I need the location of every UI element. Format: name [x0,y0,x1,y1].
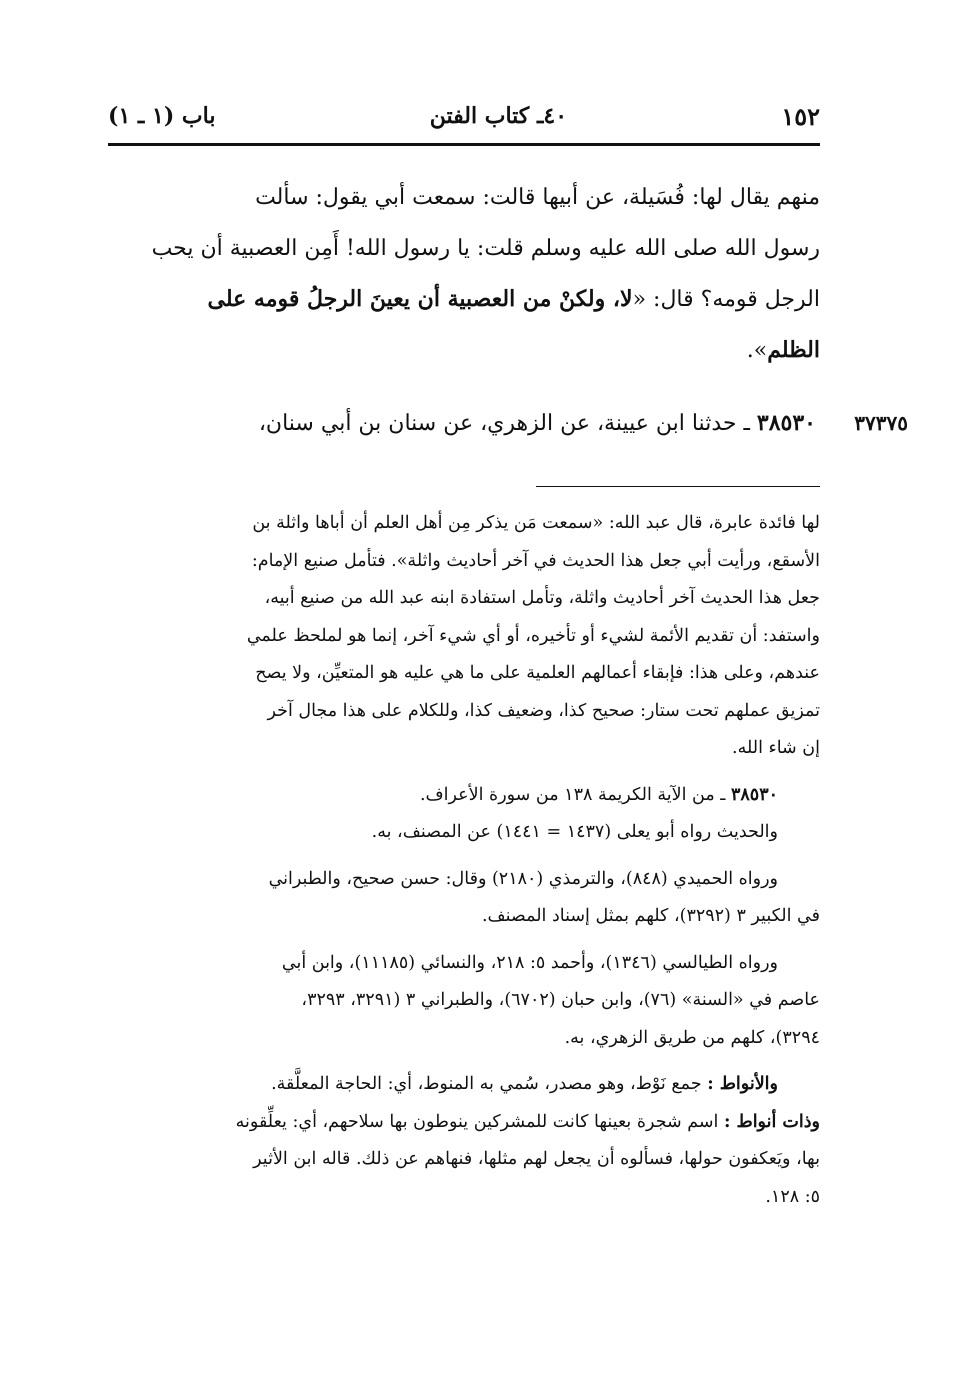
main-line-4 [108,325,820,376]
prophet-saying-end: الظلم [767,337,820,363]
note-line: عاصم في «السنة» (٧٦)، وابن حبان (٦٧٠٢)، والطبراني ٣ (٣٢٩١، ٣٢٩٣، [301,990,820,1010]
main-text [108,172,820,376]
def-anwat: جمع نَوْط، وهو مصدر، سُمي به المنوط، أي: الحاجة المعلَّقة. [271,1074,708,1094]
term-anwat: والأنواط : [707,1074,778,1094]
note-line: ورواه الحميدي (٨٤٨)، والترمذي (٢١٨٠) وقال: حسن صحيح، والطبراني [268,868,778,889]
prophet-saying: لا، ولكنْ من العصبية أن يعينَ الرجلُ قومه على [207,286,633,312]
note-line: واستفد: أن تقديم الأئمة لشيء أو تأخيره، أو أي شيء آخر، إنما هو لملحظ علمي [246,625,820,646]
note-hadith-ref [108,777,820,815]
note-dhat-anwat [108,1104,820,1142]
footnotes [108,505,820,1216]
note-line: لها فائدة عابرة، قال عبد الله: «سمعت مَن يذكر مِن أهل العلم أن أباها واثلة بن [252,513,820,533]
main-line-2: رسول الله صلى الله عليه وسلم قلت: يا رسول الله! أَمِن العصبية أن يحب [151,236,820,261]
note-number: ٣٨٥٣٠ [731,784,778,805]
book-title: ٤٠ـ كتاب الفتن [429,103,568,129]
footnote-separator [536,486,820,487]
note-line: تمزيق عملهم تحت ستار: صحيح كذا، وضعيف كذا، وللكلام على هذا مجال آخر [267,700,820,721]
header-rule [108,143,820,146]
main-line-1: منهم يقال لها: فُسَيلة، عن أبيها قالت: سمعت أبي يقول: سألت [255,185,820,210]
def-dhat-anwat: اسم شجرة بعينها كانت للمشركين ينوطون بها سلاحهم، أي: يعلِّقونه [235,1111,724,1132]
term-dhat-anwat: وذات أنواط : [723,1111,820,1132]
note-abuyala: والحديث رواه أبو يعلى (١٤٣٧ = ١٤٤١) عن المصنف، به. [371,822,778,842]
main-line-4-end: ». [746,338,768,363]
main-line-3 [108,274,820,325]
hadith-text [104,398,816,449]
chapter-label: باب (١ ـ ١) [108,103,216,129]
note-line: بها، ويَعكفون حولها، فسألوه أن يجعل لهم مثلها، فنهاهم عن ذلك. قاله ابن الأثير [253,1149,820,1169]
note-line: ٥: ١٢٨. [765,1186,820,1207]
hadith-isnad: ـ حدثنا ابن عيينة، عن الزهري، عن سنان بن أبي سنان، [258,411,757,436]
hadith-entry [108,398,908,448]
note-line: ٣٢٩٤)، كلهم من طريق الزهري، به. [564,1027,820,1048]
page-header [108,96,820,136]
hadith-side-number: ٣٧٣٧٥ [854,411,908,435]
note-line: جعل هذا الحديث آخر أحاديث واثلة، وتأمل استفادة ابنه عبد الله من صنيع أبيه، [264,588,820,608]
main-line-3-plain: الرجل قومه؟ قال: « [632,287,820,312]
note-anwat [108,1066,820,1104]
hadith-number: ٣٨٥٣٠ [756,410,816,436]
note-line: عندهم، وعلى هذا: فإبقاء أعمالهم العلمية على ما هي عليه هو المتعيِّن، ولا يصح [255,663,820,683]
page-number: ١٥٢ [781,101,820,131]
note-line: الأسقع، ورأيت أبي جعل هذا الحديث في آخر أحاديث واثلة». فتأمل صنيع الإمام: [251,550,820,571]
note-line: ورواه الطيالسي (١٣٤٦)، وأحمد ٥: ٢١٨، والنسائي (١١١٨٥)، وابن أبي [281,952,778,973]
note-ref-text: ـ من الآية الكريمة ١٣٨ من سورة الأعراف. [419,784,731,805]
note-line: في الكبير ٣ (٣٢٩٢)، كلهم بمثل إسناد المصنف. [481,906,820,926]
note-line: إن شاء الله. [732,738,820,758]
